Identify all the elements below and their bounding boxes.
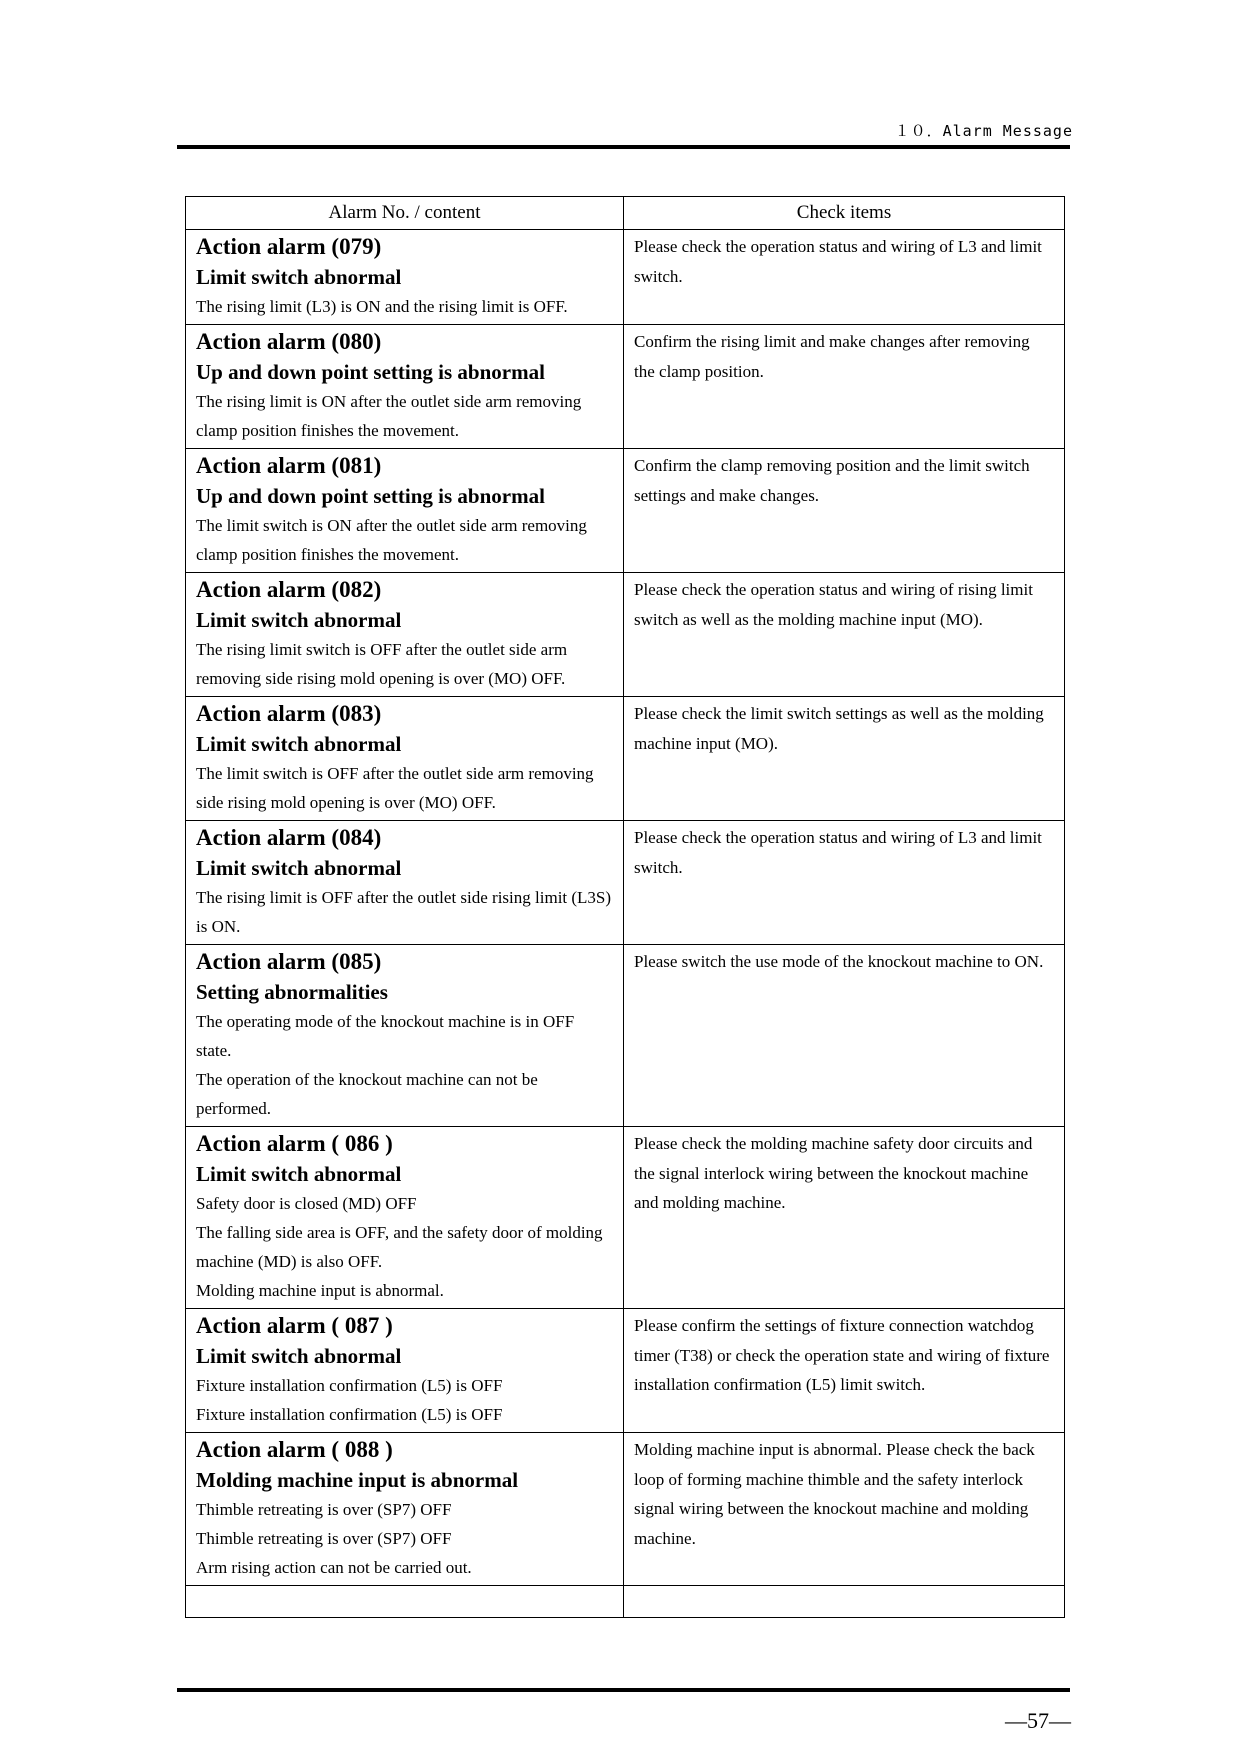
alarm-description: Fixture installation confirmation (L5) is OFF xyxy=(196,1376,503,1395)
alarm-table xyxy=(185,196,1065,1618)
alarm-description: The limit switch is OFF after the outlet side arm removing side rising mold opening is over (MO) OFF. xyxy=(196,764,594,812)
alarm-subtitle: Limit switch abnormal xyxy=(196,608,402,632)
alarm-title: Action alarm (080) xyxy=(196,329,382,354)
alarm-description: The operating mode of the knockout machine is in OFF state. xyxy=(196,1012,575,1060)
alarm-description: The rising limit switch is OFF after the outlet side arm removing side rising mold opening is over (MO) OFF. xyxy=(196,640,568,688)
alarm-title: Action alarm (081) xyxy=(196,453,382,478)
alarm-content-cell xyxy=(186,1127,624,1309)
check-items-cell: Confirm the rising limit and make changes after removing the clamp position. xyxy=(624,325,1065,449)
alarm-content-cell xyxy=(186,325,624,449)
alarm-title: Action alarm ( 086 ) xyxy=(196,1131,393,1156)
footer-rule xyxy=(177,1688,1070,1692)
alarm-title: Action alarm (083) xyxy=(196,701,382,726)
alarm-title: Action alarm (084) xyxy=(196,825,382,850)
check-items-cell: Please check the operation status and wiring of rising limit switch as well as the molding machine input (MO). xyxy=(624,573,1065,697)
alarm-content-cell xyxy=(186,697,624,821)
alarm-title: Action alarm (085) xyxy=(196,949,382,974)
check-items-cell: Confirm the clamp removing position and the limit switch settings and make changes. xyxy=(624,449,1065,573)
alarm-description: The rising limit is ON after the outlet side arm removing clamp position finishes the movement. xyxy=(196,392,582,440)
alarm-content-cell xyxy=(186,449,624,573)
alarm-subtitle: Limit switch abnormal xyxy=(196,732,402,756)
table-row xyxy=(186,230,1065,325)
alarm-content-cell xyxy=(186,945,624,1127)
alarm-subtitle: Setting abnormalities xyxy=(196,980,388,1004)
check-items-cell: Please check the molding machine safety door circuits and the signal interlock wiring between the knockout machine and molding machine. xyxy=(624,1127,1065,1309)
table-row xyxy=(186,1433,1065,1586)
alarm-content-cell xyxy=(186,821,624,945)
alarm-description: The rising limit is OFF after the outlet side rising limit (L3S) is ON. xyxy=(196,888,612,936)
table-row xyxy=(186,821,1065,945)
empty-table-row xyxy=(186,1586,1065,1618)
alarm-subtitle: Limit switch abnormal xyxy=(196,265,402,289)
table-row xyxy=(186,697,1065,821)
alarm-subtitle: Limit switch abnormal xyxy=(196,1344,402,1368)
alarm-content-cell xyxy=(186,573,624,697)
alarm-subtitle: Limit switch abnormal xyxy=(196,856,402,880)
header-rule xyxy=(177,145,1070,149)
alarm-description: Safety door is closed (MD) OFF xyxy=(196,1194,417,1213)
alarm-title: Action alarm (079) xyxy=(196,234,382,259)
alarm-subtitle: Limit switch abnormal xyxy=(196,1162,402,1186)
alarm-description: The limit switch is ON after the outlet side arm removing clamp position finishes the movement. xyxy=(196,516,587,564)
check-items-cell: Molding machine input is abnormal. Please check the back loop of forming machine thimble and the safety interlock signal wiring between the knockout machine and molding machine. xyxy=(624,1433,1065,1586)
check-items-cell: Please check the operation status and wiring of L3 and limit switch. xyxy=(624,821,1065,945)
check-items-cell: Please check the limit switch settings as well as the molding machine input (MO). xyxy=(624,697,1065,821)
empty-cell xyxy=(186,1586,624,1618)
alarm-description: Fixture installation confirmation (L5) is OFF xyxy=(196,1405,503,1424)
table-row xyxy=(186,945,1065,1127)
alarm-description: The falling side area is OFF, and the safety door of molding machine (MD) is also OFF. xyxy=(196,1223,603,1271)
table-header-row xyxy=(186,197,1065,230)
alarm-description: Thimble retreating is over (SP7) OFF xyxy=(196,1529,452,1548)
alarm-content-cell xyxy=(186,1309,624,1433)
page-number: —57— xyxy=(1005,1708,1071,1733)
alarm-description: The rising limit (L3) is ON and the rising limit is OFF. xyxy=(196,297,568,316)
table-row xyxy=(186,449,1065,573)
alarm-content-cell xyxy=(186,1433,624,1586)
table-row xyxy=(186,1127,1065,1309)
alarm-content-cell xyxy=(186,230,624,325)
column-header-check: Check items xyxy=(624,197,1065,230)
alarm-subtitle: Up and down point setting is abnormal xyxy=(196,360,545,384)
column-header-alarm: Alarm No. / content xyxy=(186,197,624,230)
alarm-description: Molding machine input is abnormal. xyxy=(196,1281,444,1300)
alarm-description: Thimble retreating is over (SP7) OFF xyxy=(196,1500,452,1519)
running-header: １０．Alarm Message xyxy=(894,122,1073,140)
alarm-title: Action alarm ( 088 ) xyxy=(196,1437,393,1462)
check-items-cell: Please switch the use mode of the knockout machine to ON. xyxy=(624,945,1065,1127)
alarm-description: Arm rising action can not be carried out. xyxy=(196,1558,472,1577)
check-items-cell: Please confirm the settings of fixture connection watchdog timer (T38) or check the operation state and wiring of fixture installation confirmation (L5) limit switch. xyxy=(624,1309,1065,1433)
alarm-title: Action alarm (082) xyxy=(196,577,382,602)
check-items-cell: Please check the operation status and wiring of L3 and limit switch. xyxy=(624,230,1065,325)
table-row xyxy=(186,573,1065,697)
empty-cell xyxy=(624,1586,1065,1618)
alarm-title: Action alarm ( 087 ) xyxy=(196,1313,393,1338)
alarm-description: The operation of the knockout machine can not be performed. xyxy=(196,1070,538,1118)
alarm-subtitle: Up and down point setting is abnormal xyxy=(196,484,545,508)
table-row xyxy=(186,325,1065,449)
table-row xyxy=(186,1309,1065,1433)
alarm-subtitle: Molding machine input is abnormal xyxy=(196,1468,519,1492)
